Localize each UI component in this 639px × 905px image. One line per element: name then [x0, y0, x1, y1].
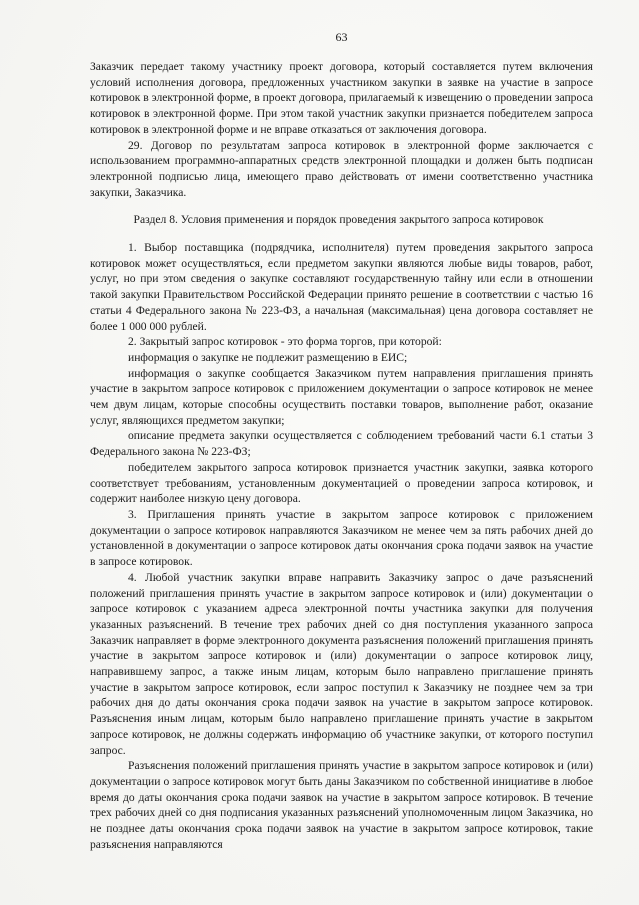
list-item: победителем закрытого запроса котировок признается участник закупки, заявка которого соответствует требованиям, установленным документацией о проведении запроса котировок, и содержит наиболее низкую цену договора. [90, 460, 593, 506]
page-number: 63 [335, 30, 348, 44]
paragraph-3: 3. Приглашения принять участие в закрытом запросе котировок с приложением документации о запросе котировок направляются Заказчиком не менее чем за пять рабочих дней до установленной в документации о запросе котировок даты окончания срока подачи заявок на участие в запросе котировок. [90, 507, 593, 569]
paragraph-2: 2. Закрытый запрос котировок - это форма торгов, при которой: [128, 335, 442, 349]
list-item: информация о закупке не подлежит размещению в ЕИС; [128, 350, 408, 364]
list-item: информация о закупке сообщается Заказчиком путем направления приглашения принять участие в закрытом запросе котировок с приложением документации о запросе котировок не менее чем двум лицам, которые способны осуществить поставки товаров, выполнение работ, оказание услуг, являющихся предметом закупки; [90, 366, 593, 427]
paragraph-29: 29. Договор по результатам запроса котировок в электронной форме заключается с использованием программно-аппаратных средств электронной площадки и должен быть подписан электронной подписью лица, имеющего право действовать от имени соответственно участника закупки, Заказчика. [90, 138, 593, 199]
paragraph-1: 1. Выбор поставщика (подрядчика, исполнителя) путем проведения закрытого запроса котировок может осуществляться, если предметом закупки являются любые виды товаров, работ, услуг, но при этом сведения о закупке составляют государственную тайну или если в отношении такой закупки Правительством Российской Федерации принято решение в соответствии с частью 16 статьи 4 Федерального закона № 223-ФЗ, а начальная (максимальная) цена договора составляет не более 1 000 000 рублей. [90, 241, 593, 333]
paragraph-clarifications: Разъяснения положений приглашения принять участие в закрытом запросе котировок и (или) документации о запросе котировок могут быть даны Заказчиком по собственной инициативе в любое время до даты окончания срока подачи заявок на участие в закрытом запросе котировок. В течение трех рабочих дней со дня подписания указанных разъяснений уполномоченным лицом Заказчика, но не позднее даты окончания срока подачи заявок на участие в закрытом запросе котировок, такие разъяснения направляются [90, 759, 593, 851]
paragraph-4: 4. Любой участник закупки вправе направить Заказчику запрос о даче разъяснений положений приглашения принять участие в закрытом запросе котировок и (или) документации о запросе котировок с указанием адреса электронной почты участника закупки для получения указанных разъяснений. В течение трех рабочих дней со дня поступления указанного запроса Заказчик направляет в форме электронного документа разъяснения положений приглашения принять участие в закрытом запросе котировок и (или) документации о запросе котировок лицу, направившему запрос, а также иным лицам, которым было направлено приглашение принять участие в закрытом запросе котировок, если запрос поступил к Заказчику не позднее чем за три рабочих дня до даты окончания срока подачи заявок на участие в закрытом запросе котировок. Разъяснения иным лицам, которым было направлено приглашение принять участие в закрытом запросе котировок, не должны содержать информацию об участнике закупки, от которого поступил запрос. [90, 570, 593, 757]
section-heading: Раздел 8. Условия применения и порядок проведения закрытого запроса котировок [133, 213, 544, 227]
list-item: описание предмета закупки осуществляется с соблюдением требований части 6.1 статьи 3 Федерального закона № 223-ФЗ; [90, 429, 593, 459]
paragraph: Заказчик передает такому участнику проект договора, который составляется путем включения условий исполнения договора, предложенных участником закупки в заявке на участие в запросе котировок в электронной форме, в проект договора, прилагаемый к извещению о проведении запроса котировок в электронной форме. При этом такой участник закупки признается победителем запроса котировок в электронной форме и не вправе отказаться от заключения договора. [90, 60, 593, 136]
